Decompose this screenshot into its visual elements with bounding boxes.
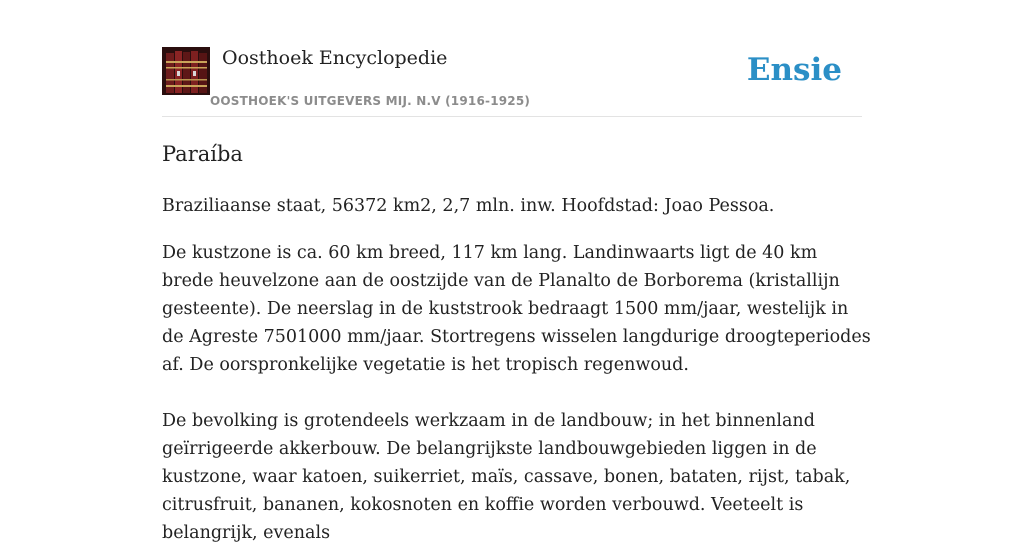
book-spines-icon <box>162 47 210 95</box>
article-content <box>162 138 872 547</box>
article-title: Paraíba <box>162 142 243 166</box>
source-avatar[interactable] <box>162 47 210 95</box>
brand-logo-link[interactable]: Ensie <box>746 52 842 88</box>
source-title[interactable]: Oosthoek Encyclopedie <box>222 47 448 69</box>
article-paragraph: De kustzone is ca. 60 km breed, 117 km lang. Landinwaarts ligt de 40 km brede heuvelzone aan de oostzijde van de Planalto de Borborema (kristallijn gesteente). De neerslag in de kuststrook bedraagt 1500 mm/jaar, westelijk in de Agreste 7501000 mm/jaar. Stortregens wisselen langdurige droogteperiodes af. De oorspronkelijke vegetatie is het tropisch regenwoud. De bevolking is grotendeels werkzaam in de landbouw; in het binnenland geïrrigeerde akkerbouw. De belangrijkste landbouwgebieden liggen in de kustzone, waar katoen, suikerriet, maïs, cassave, bonen, bataten, rijst, tabak, citrusfruit, bananen, kokosnoten en koffie worden verbouwd. Veeteelt is belangrijk, evenals <box>162 243 871 543</box>
source-header <box>162 46 862 117</box>
article-paragraph: Braziliaanse staat, 56372 km2, 2,7 mln. inw. Hoofdstad: Joao Pessoa. <box>162 196 775 216</box>
source-subtitle: OOSTHOEK'S UITGEVERS MIJ. N.V (1916-1925) <box>210 94 531 108</box>
